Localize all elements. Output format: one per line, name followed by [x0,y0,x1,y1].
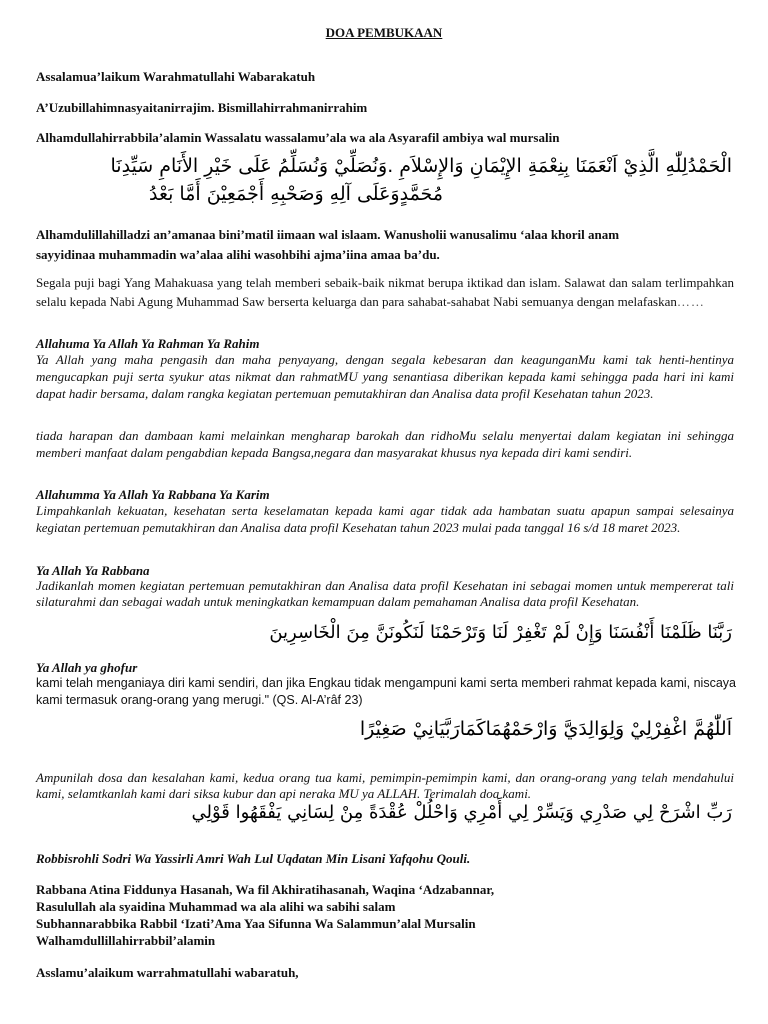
arabic-quran-araf-23: رَبَّنَا ظَلَمْنَا أَنْفُسَنَا وَإِنْ لَمْ تَغْفِرْ لَنَا وَتَرْحَمْنَا لَنَكُونَنَّ مِنَ الْخَاسِرِينَ [269,622,732,643]
closing-line-3: Subhannarabbika Rabbil ‘Izati’Ama Yaa Sifunna Wa Salammun’alal Mursalin [36,916,476,931]
section-2-heading: Allahumma Ya Allah Ya Rabbana Ya Karim [36,487,270,502]
document-title: DOA PEMBUKAAN [325,25,443,40]
section-5-paragraph: Ampunilah dosa dan kesalahan kami, kedua orang tua kami, pemimpin-pemimpin kami, dan orang-orang yang telah mendahului kami, selamtkanlah kami dari siksa kubur dan api neraka MU ya ALLAH. Terimalah doa kami. [36,770,734,801]
arabic-opening-line-1: الْحَمْدُلِلّٰهِ الَّذِيْ اَنْعَمَنَا بِنِعْمَةِ الإِيْمَانِ وَالإِسْلاَمِ .وَنُصَلِّيْ وَنُسَلِّمُ عَلَى خَيْرِ الأَنَامِ سَيِّدِنَا [110,155,732,177]
arabic-opening-line-2: مُحَمَّدٍوَعَلَى آلِهِ وَصَحْبِهِ أَجْمَعِيْنَ أَمَّا بَعْدُ [148,183,443,205]
section-2-paragraph: Limpahkanlah kekuatan, kesehatan serta keselamatan kepada kami agar tidak ada hambatan suatu apapun sampai selesainya kegiatan pertemuan pemutakhiran dan Analisa data profil Kesehatan tahun 2023 mulai pada tanggal 16 s/d 18 maret 2023. [36,503,734,535]
closing-line-2: Rasulullah ala syaidina Muhammad wa ala alihi wa sabihi salam [36,899,396,914]
arabic-rabbishrohli: رَبِّ اشْرَحْ لِي صَدْرِي وَيَسِّرْ لِي أَمْرِي وَاحْلُلْ عُقْدَةً مِنْ لِسَانِي يَفْقَهُوا قَوْلِي [191,802,732,823]
closing-transliteration: Robbisrohli Sodri Wa Yassirli Amri Wah Lul Uqdatan Min Lisani Yafqohu Qouli. [36,851,471,866]
section-3-heading: Ya Allah Ya Rabbana [36,563,150,578]
section-3-paragraph: Jadikanlah momen kegiatan pertemuan pemutakhiran dan Analisa data profil Kesehatan ini sebagai momen untuk mempererat tali silaturahmi dan sebagai wadah untuk meningkatkan kemampuan dalam pemahaman Analisa data profil Kesehatan. [36,578,734,609]
section-1-paragraph-2: tiada harapan dan dambaan kami melainkan mengharap barokah dan ridhoMu selalu menyertai dalam kegiatan ini sehingga memberi manfaat dalam pengabdian kepada Bangsa,negara dan masyarakat khusus nya kepada diri kami sendiri. [36,428,734,460]
hamdalah-line: Alhamdullahirrabbila’alamin Wassalatu wassalamu’ala wa ala Asyarafil ambiya wal mursalin [36,130,560,145]
taawudz-basmalah: A’Uzubillahimnasyaitanirrajim. Bismillahirrahmanirrahim [36,100,368,115]
closing-line-4: Walhamdullillahirrabbil’alamin [36,933,216,948]
opening-greeting: Assalamua’laikum Warahmatullahi Wabarakatuh [36,69,316,84]
transliteration-line-1: Alhamdulillahilladzi an’amanaa bini’matil iimaan wal islaam. Wanusholii wanusalimu ‘alaa khoril anam [36,227,620,242]
transliteration-line-2: sayyidinaa muhammadin wa’alaa alihi wasohbihi ajma’iina amaa ba’du. [36,247,440,262]
section-1-paragraph-1: Ya Allah yang maha pengasih dan maha penyayang, dengan segala kebesaran dan keagunganMu kami tak henti-hentinya mengucapkan puji serta syukur atas nikmat dan rahmatMU yang senantiasa diberikan kepada kami sehingga pada hari ini kami dapat hadir bersama, dalam rangka kegiatan pertemuan pemutakhiran dan Analisa data profil Kesehatan tahun 2023. [36,352,734,401]
closing-line-1: Rabbana Atina Fiddunya Hasanah, Wa fil Akhiratihasanah, Waqina ‘Adzabannar, [36,882,495,897]
final-greeting: Asslamu’alaikum warrahmatullahi wabaratuh, [36,965,299,980]
section-1-heading: Allahuma Ya Allah Ya Rahman Ya Rahim [36,336,260,351]
arabic-prayer-for-parents: اَللّٰهُمَّ اغْفِرْلِيْ وَلِوَالِدَيَّ وَارْحَمْهُمَاكَمَارَبَّيَانِيْ صَغِيْرًا [359,718,732,740]
meaning-text: Segala puji bagi Yang Mahakuasa yang telah memberi sebaik-baik nikmat berupa iktikad dan islam. Salawat dan salam terlimpahkan selalu kepada Nabi Agung Muhammad Saw berserta keluarga dan para sahabat-sahabat Nabi semuanya dengan melafaskan [36,275,734,309]
section-4-paragraph: kami telah menganiaya diri kami sendiri, dan jika Engkau tidak mengampuni kami serta memberi rahmat kepada kami, niscaya kami termasuk orang-orang yang merugi." (QS. Al-A’râf 23) [36,676,736,707]
opening-meaning-paragraph [36,273,734,311]
meaning-ellipsis: …… [676,294,705,309]
section-4-heading: Ya Allah ya ghofur [36,660,138,675]
